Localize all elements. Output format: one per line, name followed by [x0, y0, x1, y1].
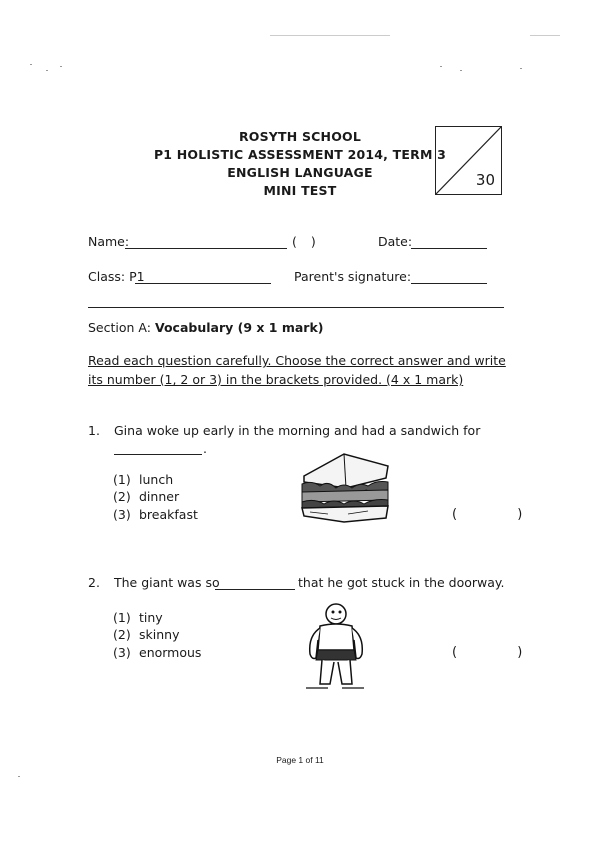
header-divider — [88, 307, 504, 308]
register-number-bracket[interactable]: ( ) — [292, 234, 316, 249]
scan-speck — [270, 35, 390, 36]
name-field[interactable] — [125, 234, 287, 249]
scan-speck — [520, 68, 522, 69]
q1-option-3 — [113, 507, 198, 522]
q1-answer-bracket[interactable]: ( ) — [452, 507, 551, 522]
class-field[interactable] — [135, 269, 271, 284]
test-title: MINI TEST — [263, 183, 337, 198]
option-text: dinner — [139, 489, 180, 504]
q2-answer-bracket[interactable]: ( ) — [452, 645, 551, 660]
section-prefix: Section A: — [88, 320, 151, 335]
sandwich-illustration — [298, 448, 392, 528]
scan-speck — [440, 66, 442, 67]
date-label: Date: — [378, 234, 413, 249]
scan-speck — [30, 64, 32, 65]
name-label: Name: — [88, 234, 130, 249]
option-number: (1) — [113, 472, 131, 487]
question-2-number: 2. — [88, 575, 100, 590]
q1-option-2 — [113, 489, 179, 504]
scan-speck — [46, 70, 48, 71]
section-title — [88, 320, 323, 335]
scan-speck — [18, 776, 20, 777]
option-text: enormous — [139, 645, 202, 660]
scan-speck — [460, 70, 462, 71]
option-text: lunch — [139, 472, 174, 487]
class-label: Class: P1 — [88, 269, 145, 284]
score-total: 30 — [475, 171, 495, 189]
page-number: Page 1 of 11 — [276, 755, 324, 765]
subject-title: ENGLISH LANGUAGE — [227, 165, 373, 180]
option-text: skinny — [139, 627, 180, 642]
q2-option-3 — [113, 645, 201, 660]
giant-illustration — [298, 600, 374, 698]
q2-option-1 — [113, 610, 163, 625]
assessment-title: P1 HOLISTIC ASSESSMENT 2014, TERM 3 — [153, 147, 447, 162]
question-1-fullstop: . — [203, 441, 207, 456]
question-1-text: Gina woke up early in the morning and had a sandwich for — [114, 423, 481, 438]
option-text: breakfast — [139, 507, 198, 522]
signature-field[interactable] — [411, 269, 487, 284]
option-number: (3) — [113, 507, 131, 522]
option-number: (3) — [113, 645, 131, 660]
q2-option-2 — [113, 627, 179, 642]
question-2-text-after: that he got stuck in the doorway. — [298, 575, 505, 590]
instructions-line-2: its number (1, 2 or 3) in the brackets provided. (4 x 1 mark) — [88, 372, 464, 387]
date-field[interactable] — [411, 234, 487, 249]
option-number: (2) — [113, 627, 131, 642]
question-1-number: 1. — [88, 423, 100, 438]
option-number: (2) — [113, 489, 131, 504]
section-main: Vocabulary (9 x 1 mark) — [154, 320, 324, 335]
score-box — [435, 126, 502, 195]
question-2-text-before: The giant was so — [114, 575, 220, 590]
scan-speck — [530, 35, 560, 36]
question-1-blank[interactable] — [114, 442, 202, 455]
option-text: tiny — [139, 610, 163, 625]
school-name: ROSYTH SCHOOL — [238, 129, 362, 144]
instructions-line-1: Read each question carefully. Choose the correct answer and write — [88, 353, 506, 368]
signature-label: Parent's signature: — [294, 269, 412, 284]
option-number: (1) — [113, 610, 131, 625]
scan-speck — [60, 66, 62, 67]
q1-option-1 — [113, 472, 173, 487]
question-2-blank[interactable] — [215, 577, 295, 590]
